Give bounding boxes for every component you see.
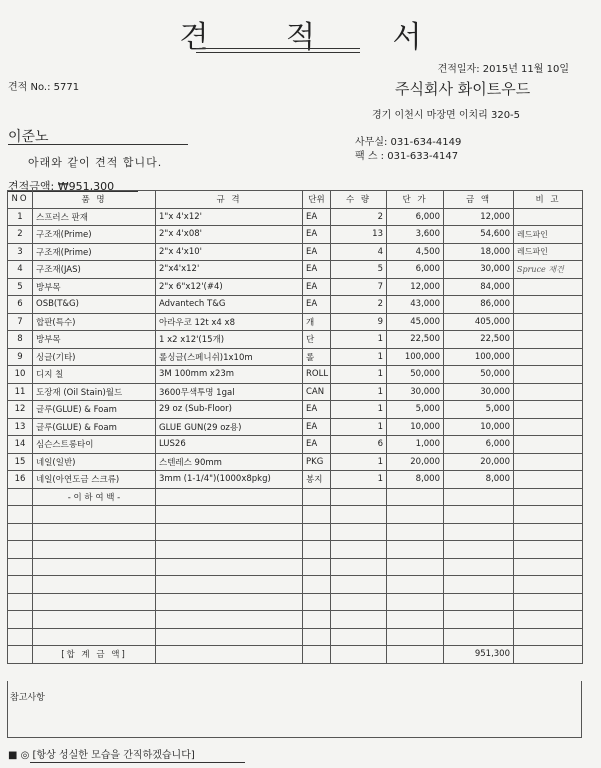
empty-cell [444,576,514,594]
header-unit: 단위 [303,191,331,209]
cell-unit: EA [303,418,331,436]
cell-price: 30,000 [387,383,444,401]
table-row-blank [8,523,583,541]
cell-no: 14 [8,436,33,454]
cell-spec: LUS26 [156,436,303,454]
cell-amount: 86,000 [444,296,514,314]
cell-unit: EA [303,226,331,244]
empty-cell [303,488,331,506]
empty-cell [8,506,33,524]
sum-value: 951,300 [444,646,514,664]
cell-item: 글루(GLUE) & Foam [33,418,156,436]
table-row [8,243,583,261]
empty-cell [331,628,387,646]
cell-item: 디지 칠 [33,366,156,384]
end-marker: - 이 하 여 백 - [33,488,156,506]
empty-cell [514,541,583,559]
cell-note: 레드파인 [514,243,583,261]
cell-qty: 7 [331,278,387,296]
empty-cell [387,523,444,541]
empty-cell [514,628,583,646]
cell-amount: 405,000 [444,313,514,331]
cell-price: 8,000 [387,471,444,489]
footer-underline [30,762,245,763]
cell-note [514,418,583,436]
cell-price: 45,000 [387,313,444,331]
table-row [8,366,583,384]
cell-qty: 1 [331,383,387,401]
cell-amount: 18,000 [444,243,514,261]
cell-no: 3 [8,243,33,261]
cell-amount: 10,000 [444,418,514,436]
cell-note [514,208,583,226]
empty-cell [331,558,387,576]
cell-price: 10,000 [387,418,444,436]
empty-cell [8,576,33,594]
empty-cell [303,593,331,611]
cell-spec: GLUE GUN(29 oz용) [156,418,303,436]
cell-amount: 30,000 [444,383,514,401]
table-row-blank [8,506,583,524]
cell-note [514,383,583,401]
cell-item: 합판(특수) [33,313,156,331]
cell-qty: 1 [331,401,387,419]
cell-spec: 롤싱글(스페니쉬)1x10m [156,348,303,366]
cell-price: 50,000 [387,366,444,384]
empty-cell [387,611,444,629]
empty-cell [8,611,33,629]
supplier-address: 경기 이천시 마장면 이치리 320-5 [372,110,521,121]
cell-amount: 8,000 [444,471,514,489]
empty-cell [8,523,33,541]
cell-no: 13 [8,418,33,436]
table-row-blank [8,576,583,594]
cell-qty: 6 [331,436,387,454]
cell-note [514,331,583,349]
cell-qty: 1 [331,418,387,436]
cell-qty: 1 [331,331,387,349]
empty-cell [33,611,156,629]
cell-item: 도장재 (Oil Stain)월드 [33,383,156,401]
cell-spec: 아라우코 12t x4 x8 [156,313,303,331]
empty-cell [156,593,303,611]
table-row [8,331,583,349]
empty-cell [387,593,444,611]
cell-unit: EA [303,401,331,419]
empty-cell [156,523,303,541]
cell-item: 네일(아연도금 스크류) [33,471,156,489]
cell-amount: 50,000 [444,366,514,384]
empty-cell [156,646,303,664]
table-row [8,383,583,401]
cell-price: 43,000 [387,296,444,314]
cell-item: 글루(GLUE) & Foam [33,401,156,419]
cell-price: 12,000 [387,278,444,296]
cell-unit: EA [303,208,331,226]
cell-no: 6 [8,296,33,314]
empty-cell [33,593,156,611]
empty-cell [303,646,331,664]
supplier-phone: 사무실: 031-634-4149 [355,137,462,148]
cell-qty: 2 [331,208,387,226]
cell-no: 8 [8,331,33,349]
table-row-sum [8,646,583,664]
header-price: 단 가 [387,191,444,209]
table-row [8,453,583,471]
header-no: NO [8,191,33,209]
empty-cell [514,593,583,611]
empty-cell [33,628,156,646]
quote-table-body [8,208,583,663]
cell-amount: 30,000 [444,261,514,279]
cell-unit: EA [303,261,331,279]
quote-date: 견적일자: 2015년 11월 10일 [437,64,569,75]
customer-name: 이준노 [8,129,49,145]
empty-cell [8,628,33,646]
table-row [8,348,583,366]
cell-unit: ROLL [303,366,331,384]
table-row [8,226,583,244]
cell-no: 15 [8,453,33,471]
title-underline [196,48,360,49]
cell-unit: 개 [303,313,331,331]
header-item: 품 명 [33,191,156,209]
empty-cell [444,506,514,524]
table-row [8,313,583,331]
cell-amount: 100,000 [444,348,514,366]
cell-price: 3,600 [387,226,444,244]
empty-cell [444,558,514,576]
empty-cell [387,541,444,559]
empty-cell [331,611,387,629]
empty-cell [387,628,444,646]
cell-amount: 84,000 [444,278,514,296]
table-row-blank [8,611,583,629]
empty-cell [514,506,583,524]
cell-item: 구조재(Prime) [33,226,156,244]
table-row-blank [8,541,583,559]
cell-qty: 2 [331,296,387,314]
quote-number: 견적 No.: 5771 [8,82,80,93]
empty-cell [514,558,583,576]
empty-cell [331,506,387,524]
cell-no: 4 [8,261,33,279]
empty-cell [331,488,387,506]
cell-unit: EA [303,436,331,454]
cell-item: 방부목 [33,278,156,296]
empty-cell [156,558,303,576]
table-row [8,208,583,226]
empty-cell [8,593,33,611]
cell-note: Spruce 재건 [514,261,583,279]
cell-amount: 54,600 [444,226,514,244]
empty-cell [303,541,331,559]
cell-spec: 2"x 4'x10' [156,243,303,261]
table-row [8,436,583,454]
empty-cell [444,488,514,506]
cell-item: 구조재(JAS) [33,261,156,279]
empty-cell [331,523,387,541]
empty-cell [303,523,331,541]
empty-cell [444,628,514,646]
cell-no: 16 [8,471,33,489]
table-row [8,401,583,419]
table-row [8,261,583,279]
cell-item: 방부목 [33,331,156,349]
cell-spec: 2"x 4'x08' [156,226,303,244]
table-row [8,296,583,314]
table-row-blank [8,593,583,611]
empty-cell [33,506,156,524]
cell-note [514,453,583,471]
cell-unit: CAN [303,383,331,401]
cell-spec: 1"x 4'x12' [156,208,303,226]
cell-no: 11 [8,383,33,401]
supplier-name: 주식회사 화이트우드 [395,80,531,98]
cell-item: 스프러스 판재 [33,208,156,226]
header-qty: 수 량 [331,191,387,209]
empty-cell [303,611,331,629]
table-header-row [8,191,583,209]
cell-note: 레드파인 [514,226,583,244]
empty-cell [387,558,444,576]
cell-unit: EA [303,278,331,296]
empty-cell [514,646,583,664]
empty-cell [444,593,514,611]
supplier-fax: 팩 스 : 031-633-4147 [355,151,459,162]
title-underline-double [196,52,360,53]
footer-slogan: ■ ◎ [항상 성실한 모습을 간직하겠습니다] [8,750,195,761]
cell-unit: EA [303,296,331,314]
empty-cell [331,593,387,611]
cell-price: 1,000 [387,436,444,454]
empty-cell [156,611,303,629]
cell-item: 싱글(기타) [33,348,156,366]
empty-cell [8,646,33,664]
cell-spec: Advantech T&G [156,296,303,314]
empty-cell [33,541,156,559]
cell-price: 4,500 [387,243,444,261]
empty-cell [33,558,156,576]
cell-price: 6,000 [387,208,444,226]
cell-amount: 20,000 [444,453,514,471]
empty-cell [331,646,387,664]
empty-cell [514,523,583,541]
cell-note [514,471,583,489]
empty-cell [387,488,444,506]
cell-no: 10 [8,366,33,384]
empty-cell [387,576,444,594]
empty-cell [156,628,303,646]
cell-unit: 단 [303,331,331,349]
cell-amount: 22,500 [444,331,514,349]
table-row [8,418,583,436]
cell-qty: 1 [331,348,387,366]
empty-cell [156,541,303,559]
cell-no: 2 [8,226,33,244]
cell-note [514,366,583,384]
cell-amount: 6,000 [444,436,514,454]
cell-qty: 1 [331,453,387,471]
cell-qty: 1 [331,366,387,384]
cell-amount: 12,000 [444,208,514,226]
cell-note [514,401,583,419]
empty-cell [444,541,514,559]
cell-item: 심슨스트롱타이 [33,436,156,454]
cell-item: 구조재(Prime) [33,243,156,261]
empty-cell [303,628,331,646]
cell-note [514,296,583,314]
cell-unit: 봉지 [303,471,331,489]
cell-item: OSB(T&G) [33,296,156,314]
table-row [8,471,583,489]
cell-qty: 5 [331,261,387,279]
sum-label: [합 계 금 액] [33,646,156,664]
document-title: 견 적 서 [179,20,456,55]
empty-cell [156,506,303,524]
cell-spec: 3M 100mm x23m [156,366,303,384]
quote-total: 견적금액: ₩951,300 [8,180,115,193]
empty-cell [331,541,387,559]
empty-cell [303,506,331,524]
cell-spec: 29 oz (Sub-Floor) [156,401,303,419]
table-row [8,278,583,296]
cell-qty: 4 [331,243,387,261]
empty-cell [8,558,33,576]
empty-cell [514,576,583,594]
empty-cell [156,576,303,594]
empty-cell [514,611,583,629]
cell-unit: EA [303,243,331,261]
table-row-end-marker [8,488,583,506]
cell-qty: 9 [331,313,387,331]
cell-spec: 3600무색투명 1gal [156,383,303,401]
intro-text: 아래와 같이 견적 합니다. [28,156,163,169]
cell-no: 7 [8,313,33,331]
header-note: 비 고 [514,191,583,209]
empty-cell [444,523,514,541]
cell-note [514,278,583,296]
cell-amount: 5,000 [444,401,514,419]
cell-no: 9 [8,348,33,366]
cell-no: 5 [8,278,33,296]
empty-cell [387,646,444,664]
header-amount: 금 액 [444,191,514,209]
empty-cell [303,576,331,594]
empty-cell [33,523,156,541]
remarks-label: 참고사항 [10,693,45,703]
empty-cell [8,488,33,506]
cell-price: 100,000 [387,348,444,366]
cell-price: 6,000 [387,261,444,279]
empty-cell [331,576,387,594]
empty-cell [303,558,331,576]
cell-unit: 롤 [303,348,331,366]
cell-spec: 스텐레스 90mm [156,453,303,471]
empty-cell [33,576,156,594]
cell-note [514,436,583,454]
cell-qty: 13 [331,226,387,244]
cell-qty: 1 [331,471,387,489]
cell-note [514,313,583,331]
table-row-blank [8,628,583,646]
cell-price: 22,500 [387,331,444,349]
cell-spec: 1 x2 x12'(15개) [156,331,303,349]
empty-cell [156,488,303,506]
cell-price: 5,000 [387,401,444,419]
empty-cell [387,506,444,524]
table-row-blank [8,558,583,576]
empty-cell [514,488,583,506]
cell-no: 12 [8,401,33,419]
cell-note [514,348,583,366]
cell-item: 네일(일반) [33,453,156,471]
empty-cell [444,611,514,629]
cell-unit: PKG [303,453,331,471]
customer-underline [8,144,188,145]
remarks-box [7,681,582,738]
cell-spec: 2"x4'x12' [156,261,303,279]
cell-no: 1 [8,208,33,226]
cell-spec: 3mm (1-1/4")(1000x8pkg) [156,471,303,489]
header-spec: 규 격 [156,191,303,209]
quote-table [7,190,583,664]
cell-price: 20,000 [387,453,444,471]
cell-spec: 2"x 6"x12'(#4) [156,278,303,296]
empty-cell [8,541,33,559]
